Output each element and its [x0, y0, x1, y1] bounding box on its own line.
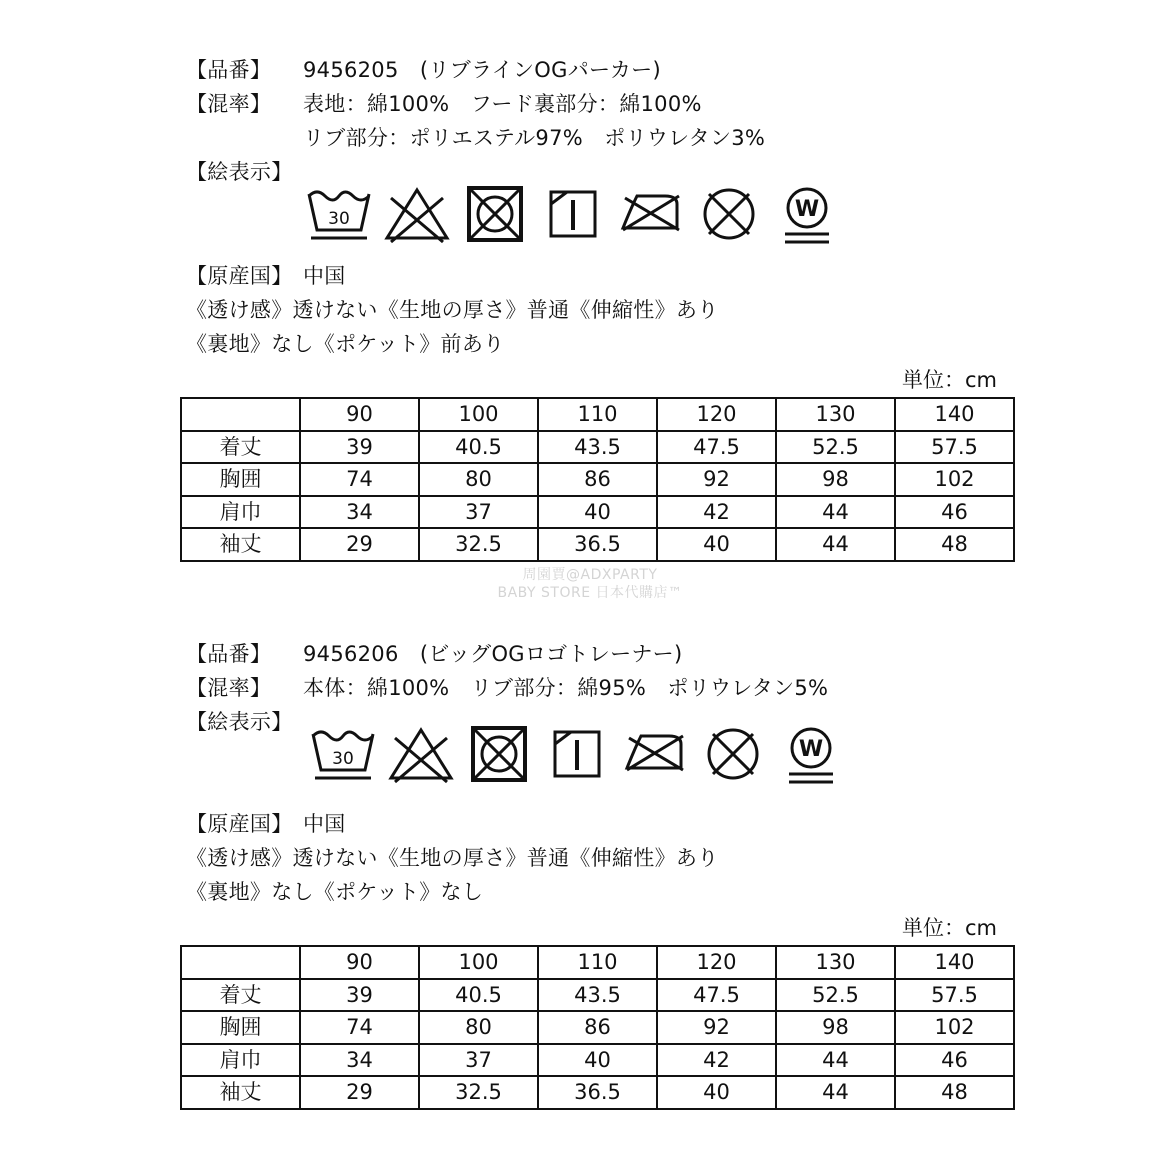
no-tumble-dry-icon: [463, 722, 535, 788]
svg-text:30: 30: [328, 209, 350, 229]
table-cell: 32.5: [419, 1076, 538, 1109]
table-cell: 42: [657, 496, 776, 529]
table-row: [181, 1011, 1014, 1044]
table-cell: 120: [657, 398, 776, 431]
label-konritsu: 【混率】: [186, 676, 272, 700]
label-ehyoji: 【絵表示】: [186, 710, 293, 734]
table-cell: [181, 398, 300, 431]
table-cell: 34: [300, 496, 419, 529]
composition-line-1: 表地：綿100% フード裏部分：綿100%: [303, 92, 702, 116]
fabric-notes-1: 《透け感》透けない《生地の厚さ》普通《伸縮性》あり: [186, 298, 719, 322]
unit-label: 単位：cm: [902, 368, 998, 392]
no-bleach-icon: [385, 722, 457, 788]
svg-text:30: 30: [332, 749, 354, 769]
table-cell: 袖丈: [181, 528, 300, 561]
table-row: [181, 463, 1014, 496]
table-cell: 47.5: [657, 979, 776, 1012]
table-cell: 48: [895, 528, 1014, 561]
composition-line-2: リブ部分：ポリエステル97% ポリウレタン3%: [303, 126, 766, 150]
table-cell: 袖丈: [181, 1076, 300, 1109]
table-cell: 90: [300, 946, 419, 979]
table-cell: 110: [538, 398, 657, 431]
table-cell: 86: [538, 1011, 657, 1044]
table-cell: 44: [776, 496, 895, 529]
wash-30-icon: [303, 182, 375, 248]
table-cell: 100: [419, 398, 538, 431]
table-cell: 90: [300, 398, 419, 431]
table-cell: 42: [657, 1044, 776, 1077]
table-row: [181, 431, 1014, 464]
fabric-notes-2: 《裏地》なし《ポケット》前あり: [186, 332, 505, 356]
country-of-origin: 中国: [303, 264, 346, 288]
table-cell: 34: [300, 1044, 419, 1077]
country-of-origin: 中国: [303, 812, 346, 836]
table-cell: 86: [538, 463, 657, 496]
no-tumble-dry-icon: [459, 182, 531, 248]
table-cell: 肩巾: [181, 1044, 300, 1077]
table-cell: 胸囲: [181, 463, 300, 496]
watermark: [440, 566, 740, 602]
composition-line-1: 本体：綿100% リブ部分：綿95% ポリウレタン5%: [303, 676, 829, 700]
care-icons: [303, 182, 849, 248]
table-row: [181, 496, 1014, 529]
no-dry-clean-icon: [697, 722, 769, 788]
unit-label: 単位：cm: [902, 916, 998, 940]
table-cell: 92: [657, 1011, 776, 1044]
table-cell: 44: [776, 1044, 895, 1077]
table-cell: 57.5: [895, 979, 1014, 1012]
table-cell: 36.5: [538, 528, 657, 561]
hang-dry-icon: [537, 182, 609, 248]
table-cell: 44: [776, 528, 895, 561]
wet-clean-icon: [771, 182, 843, 248]
no-dry-clean-icon: [693, 182, 765, 248]
size-table: [180, 945, 1015, 1110]
table-cell: 100: [419, 946, 538, 979]
watermark-line-2: BABY STORE 日本代購店™: [497, 585, 683, 601]
table-cell: 40: [538, 1044, 657, 1077]
svg-text:W: W: [794, 197, 820, 222]
no-iron-icon: [619, 722, 691, 788]
table-cell: 40: [657, 1076, 776, 1109]
care-icons: [307, 722, 853, 788]
no-bleach-icon: [381, 182, 453, 248]
table-cell: 39: [300, 431, 419, 464]
table-cell: 29: [300, 1076, 419, 1109]
table-row: [181, 1044, 1014, 1077]
fabric-notes-2: 《裏地》なし《ポケット》なし: [186, 880, 484, 904]
label-gensankoku: 【原産国】: [186, 812, 293, 836]
table-cell: 40.5: [419, 979, 538, 1012]
fabric-notes-1: 《透け感》透けない《生地の厚さ》普通《伸縮性》あり: [186, 846, 719, 870]
table-cell: 74: [300, 1011, 419, 1044]
table-cell: 胸囲: [181, 1011, 300, 1044]
table-cell: 40.5: [419, 431, 538, 464]
table-cell: 40: [657, 528, 776, 561]
table-cell: 52.5: [776, 979, 895, 1012]
table-cell: 57.5: [895, 431, 1014, 464]
table-cell: 98: [776, 1011, 895, 1044]
table-cell: 98: [776, 463, 895, 496]
table-header-row: [181, 946, 1014, 979]
label-konritsu: 【混率】: [186, 92, 272, 116]
table-cell: 肩巾: [181, 496, 300, 529]
table-cell: 140: [895, 946, 1014, 979]
table-row: [181, 1076, 1014, 1109]
table-cell: 46: [895, 1044, 1014, 1077]
wet-clean-icon: [775, 722, 847, 788]
table-cell: 130: [776, 398, 895, 431]
label-ehyoji: 【絵表示】: [186, 160, 293, 184]
table-cell: [181, 946, 300, 979]
table-cell: 102: [895, 463, 1014, 496]
table-cell: 52.5: [776, 431, 895, 464]
label-hinban: 【品番】: [186, 642, 272, 666]
watermark-line-1: 周園賈@ADXPARTY: [522, 567, 658, 583]
table-cell: 着丈: [181, 979, 300, 1012]
table-cell: 32.5: [419, 528, 538, 561]
table-cell: 74: [300, 463, 419, 496]
table-cell: 80: [419, 1011, 538, 1044]
table-cell: 140: [895, 398, 1014, 431]
table-cell: 48: [895, 1076, 1014, 1109]
table-cell: 102: [895, 1011, 1014, 1044]
table-cell: 37: [419, 1044, 538, 1077]
table-cell: 120: [657, 946, 776, 979]
table-cell: 43.5: [538, 979, 657, 1012]
table-cell: 80: [419, 463, 538, 496]
hang-dry-icon: [541, 722, 613, 788]
svg-text:W: W: [798, 737, 824, 762]
product-number: 9456205 (リブラインOGパーカー): [303, 58, 661, 82]
table-cell: 130: [776, 946, 895, 979]
table-cell: 29: [300, 528, 419, 561]
table-row: [181, 979, 1014, 1012]
table-cell: 47.5: [657, 431, 776, 464]
no-iron-icon: [615, 182, 687, 248]
size-table: [180, 397, 1015, 562]
table-header-row: [181, 398, 1014, 431]
table-cell: 44: [776, 1076, 895, 1109]
table-cell: 着丈: [181, 431, 300, 464]
table-cell: 92: [657, 463, 776, 496]
table-cell: 36.5: [538, 1076, 657, 1109]
table-cell: 37: [419, 496, 538, 529]
table-cell: 43.5: [538, 431, 657, 464]
table-row: [181, 528, 1014, 561]
table-cell: 110: [538, 946, 657, 979]
table-cell: 40: [538, 496, 657, 529]
table-cell: 46: [895, 496, 1014, 529]
table-cell: 39: [300, 979, 419, 1012]
product-number: 9456206 (ビッグOGロゴトレーナー): [303, 642, 683, 666]
label-gensankoku: 【原産国】: [186, 264, 293, 288]
label-hinban: 【品番】: [186, 58, 272, 82]
wash-30-icon: [307, 722, 379, 788]
